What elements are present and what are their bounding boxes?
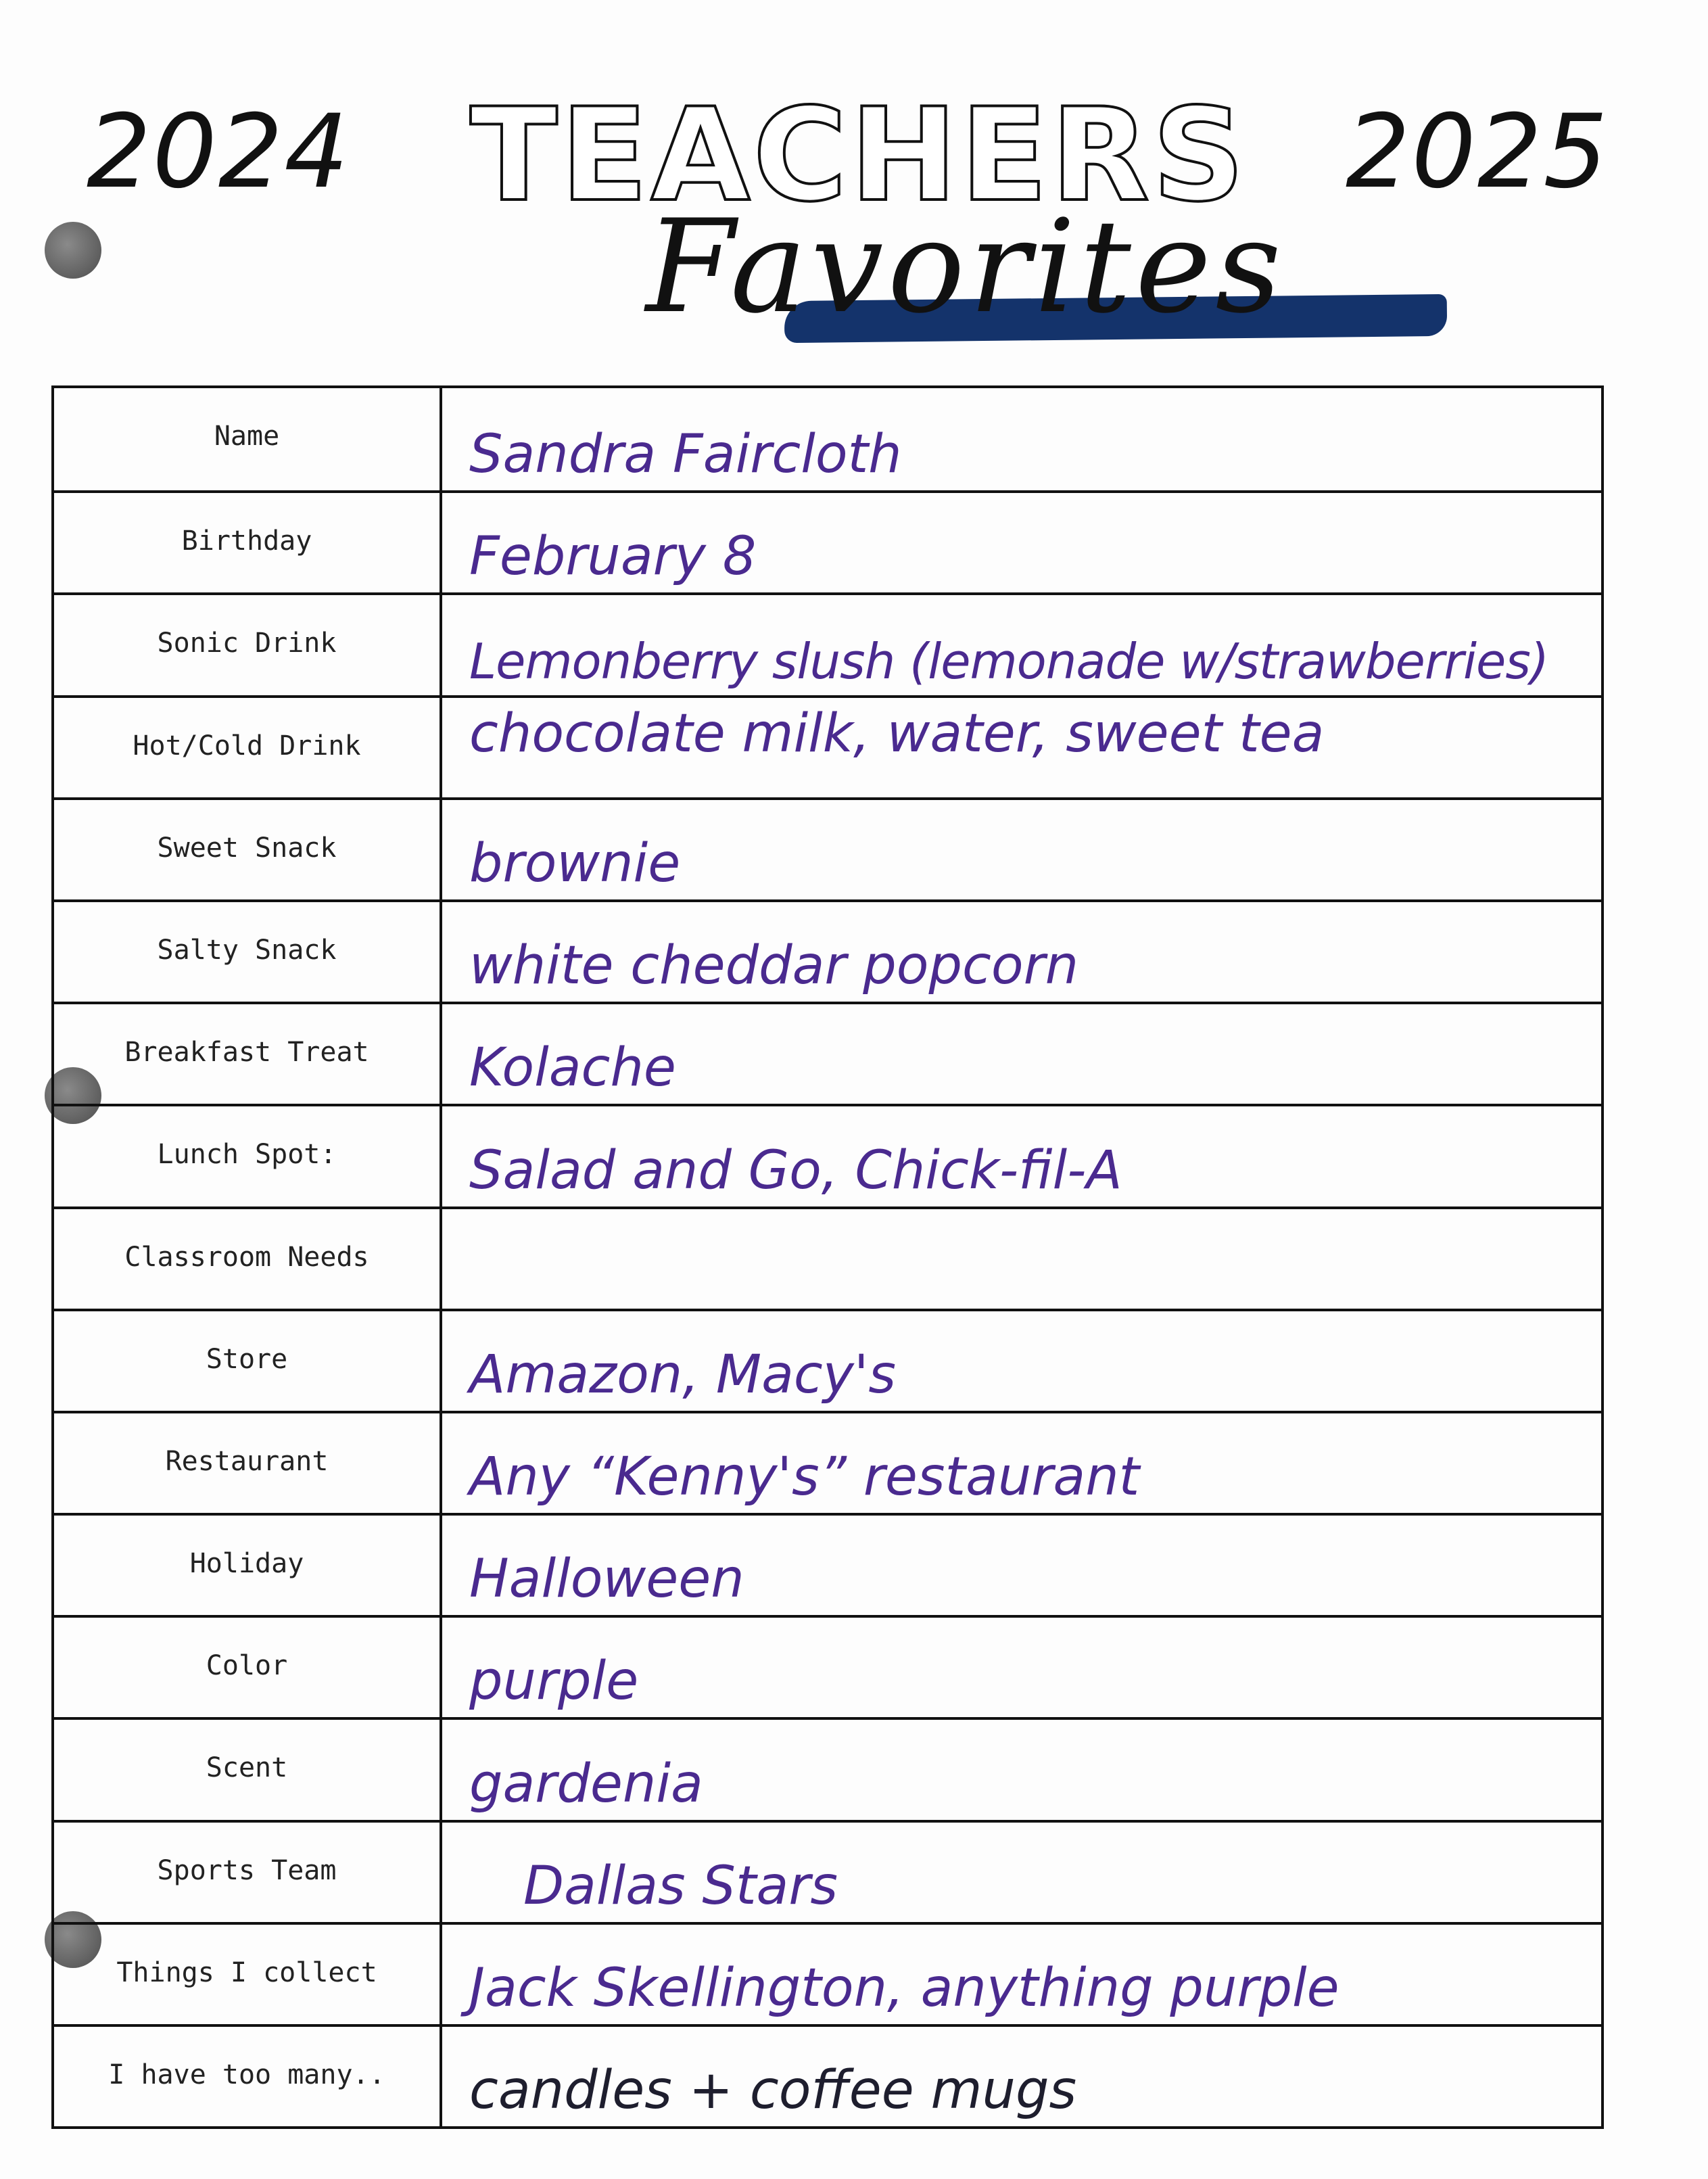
row-value: chocolate milk, water, sweet tea bbox=[469, 703, 1325, 764]
row-value-cell bbox=[442, 1209, 1601, 1309]
punch-hole-top bbox=[45, 222, 101, 279]
row-label: I have too many.. bbox=[54, 2027, 442, 2126]
row-value-cell bbox=[442, 1925, 1601, 2024]
row-label: Holiday bbox=[54, 1516, 442, 1615]
year-start: 2024 bbox=[87, 93, 350, 211]
row-value-cell bbox=[442, 1618, 1601, 1717]
row-value-cell bbox=[442, 595, 1601, 695]
row-value: purple bbox=[469, 1651, 639, 1712]
table-row bbox=[54, 2024, 1601, 2126]
row-label: Hot/Cold Drink bbox=[54, 698, 442, 797]
row-value-cell bbox=[442, 1004, 1601, 1104]
row-label: Color bbox=[54, 1618, 442, 1717]
table-row bbox=[54, 592, 1601, 695]
row-label: Sonic Drink bbox=[54, 595, 442, 695]
row-value: white cheddar popcorn bbox=[469, 935, 1079, 997]
row-value: Salad and Go, Chick-fil-A bbox=[469, 1140, 1122, 1201]
table-row bbox=[54, 388, 1601, 490]
row-value-cell bbox=[442, 1311, 1601, 1411]
row-value-cell bbox=[442, 1106, 1601, 1206]
table-row bbox=[54, 1411, 1601, 1513]
table-row bbox=[54, 490, 1601, 592]
table-row bbox=[54, 1002, 1601, 1104]
row-value-cell bbox=[442, 493, 1601, 592]
row-value: Dallas Stars bbox=[523, 1855, 838, 1917]
row-value-cell bbox=[442, 698, 1601, 797]
row-label: Breakfast Treat bbox=[54, 1004, 442, 1104]
row-label: Birthday bbox=[54, 493, 442, 592]
row-value: Lemonberry slush (lemonade w/strawberries) bbox=[469, 632, 1548, 690]
table-row bbox=[54, 1922, 1601, 2024]
table-row bbox=[54, 797, 1601, 899]
row-value: gardenia bbox=[469, 1753, 703, 1814]
table-row bbox=[54, 1615, 1601, 1717]
row-value: February 8 bbox=[469, 526, 757, 588]
row-value: brownie bbox=[469, 833, 681, 894]
row-value-cell bbox=[442, 1823, 1601, 1922]
row-label: Store bbox=[54, 1311, 442, 1411]
row-value: candles + coffee mugs bbox=[469, 2060, 1077, 2122]
title-favorites: Favorites bbox=[646, 192, 1285, 342]
table-row bbox=[54, 899, 1601, 1002]
table-row bbox=[54, 1309, 1601, 1411]
row-value-cell bbox=[442, 1413, 1601, 1513]
row-value-cell bbox=[442, 1516, 1601, 1615]
table-row bbox=[54, 1820, 1601, 1922]
row-value: Amazon, Macy's bbox=[469, 1344, 897, 1405]
row-value-cell bbox=[442, 902, 1601, 1002]
row-value: Sandra Faircloth bbox=[469, 424, 902, 486]
row-value: Kolache bbox=[469, 1037, 676, 1099]
row-label: Salty Snack bbox=[54, 902, 442, 1002]
row-label: Scent bbox=[54, 1720, 442, 1819]
row-label: Classroom Needs bbox=[54, 1209, 442, 1309]
table-row bbox=[54, 695, 1601, 797]
row-label: Things I collect bbox=[54, 1925, 442, 2024]
row-label: Sweet Snack bbox=[54, 800, 442, 899]
favorites-table bbox=[51, 385, 1604, 2129]
row-label: Lunch Spot: bbox=[54, 1106, 442, 1206]
row-value-cell bbox=[442, 1720, 1601, 1819]
table-row bbox=[54, 1513, 1601, 1615]
row-value: Jack Skellington, anything purple bbox=[469, 1958, 1339, 2019]
row-label: Name bbox=[54, 388, 442, 490]
row-value: Halloween bbox=[469, 1549, 744, 1610]
title-teachers: TEACHERS bbox=[470, 80, 1248, 230]
row-label: Sports Team bbox=[54, 1823, 442, 1922]
table-row bbox=[54, 1104, 1601, 1206]
row-value-cell bbox=[442, 388, 1601, 490]
row-label: Restaurant bbox=[54, 1413, 442, 1513]
year-end: 2025 bbox=[1346, 93, 1609, 211]
table-row bbox=[54, 1717, 1601, 1819]
table-row bbox=[54, 1206, 1601, 1309]
row-value-cell bbox=[442, 800, 1601, 899]
row-value: Any “Kenny's” restaurant bbox=[469, 1447, 1140, 1508]
row-value-cell bbox=[442, 2027, 1601, 2126]
